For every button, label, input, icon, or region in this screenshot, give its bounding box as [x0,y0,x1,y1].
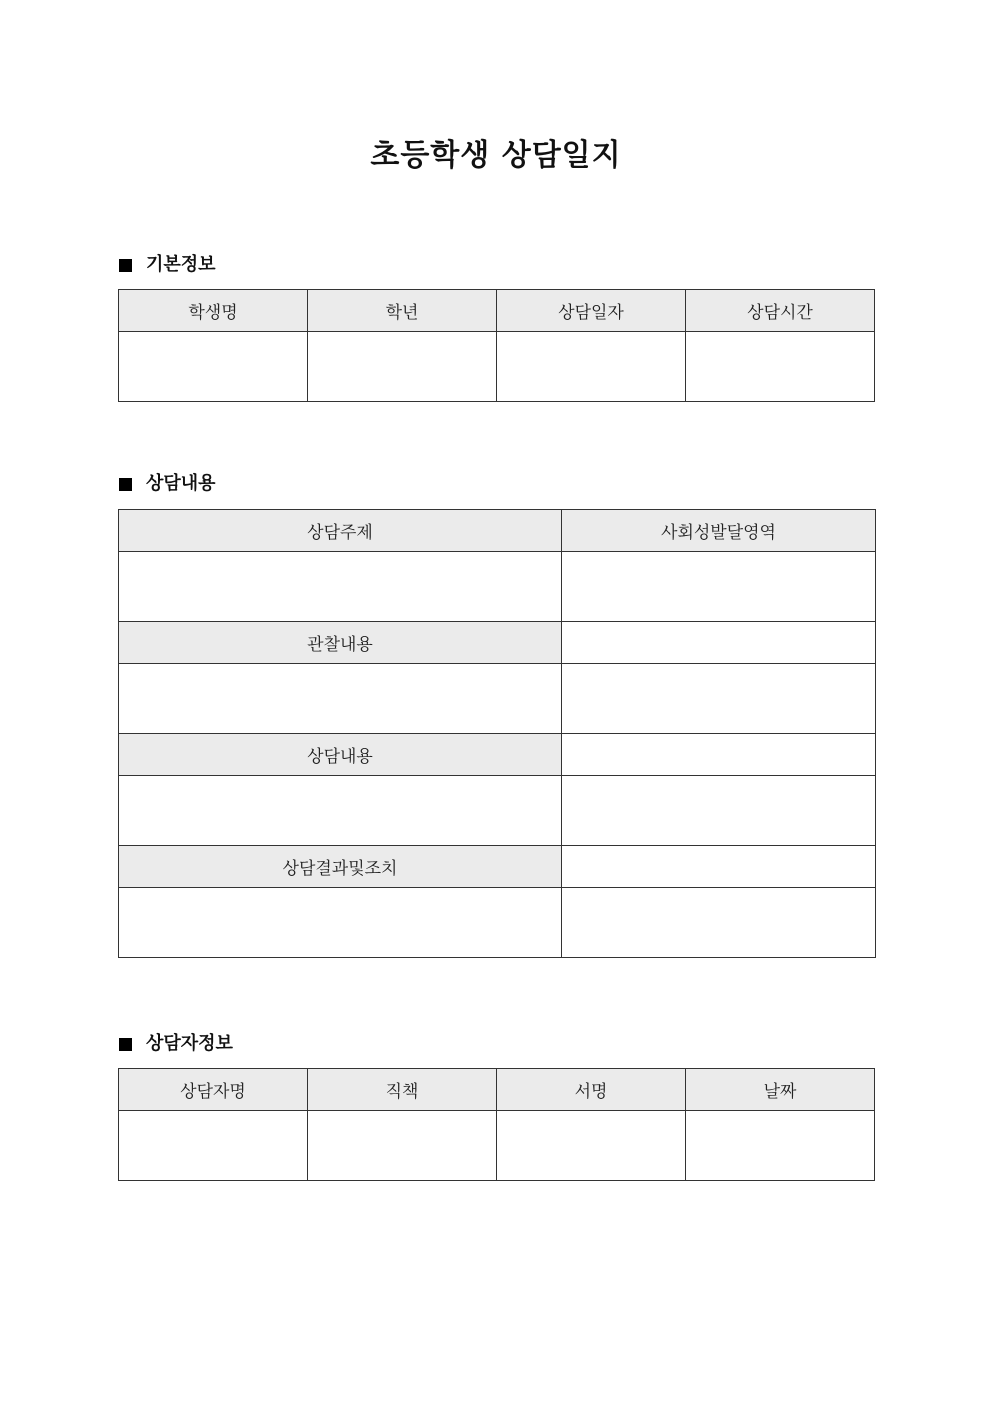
table-header-row [119,734,876,776]
counsel-time-field[interactable] [686,332,875,402]
table-header-row [119,846,876,888]
social-development-field-1[interactable] [562,552,876,622]
counselor-info-table [118,1068,875,1181]
column-header-date: 날짜 [686,1069,875,1111]
section-heading-label: 상담자정보 [146,1033,233,1054]
square-bullet-icon [119,1038,132,1051]
counsel-topic-field[interactable] [119,552,562,622]
result-action-field[interactable] [119,888,562,958]
table-header-row [119,622,876,664]
row-label-result-action: 상담결과및조치 [119,846,562,888]
page-title: 초등학생 상담일지 [370,138,622,173]
row-label-counsel-details: 상담내용 [119,734,562,776]
section-heading-basic-info [119,253,216,277]
column-header-grade: 학년 [308,290,497,332]
row-label-counsel-topic: 상담주제 [119,510,562,552]
column-header-counsel-date: 상담일자 [497,290,686,332]
social-development-field-2[interactable] [562,622,876,664]
student-name-field[interactable] [119,332,308,402]
column-header-counselor-name: 상담자명 [119,1069,308,1111]
observation-field[interactable] [119,664,562,734]
social-development-field-3[interactable] [562,664,876,734]
counsel-details-field[interactable] [119,776,562,846]
signature-field[interactable] [497,1111,686,1181]
social-development-field-6[interactable] [562,846,876,888]
table-input-row [119,888,876,958]
social-development-field-7[interactable] [562,888,876,958]
column-header-social-development: 사회성발달영역 [562,510,876,552]
square-bullet-icon [119,478,132,491]
section-heading-label: 상담내용 [146,473,216,494]
table-header-row [119,290,875,332]
column-header-student-name: 학생명 [119,290,308,332]
table-header-row [119,510,876,552]
section-heading-counsel-content [119,472,216,496]
grade-field[interactable] [308,332,497,402]
counselor-name-field[interactable] [119,1111,308,1181]
counsel-date-field[interactable] [497,332,686,402]
table-input-row [119,664,876,734]
counsel-content-table [118,509,876,958]
date-field[interactable] [686,1111,875,1181]
section-heading-counselor-info [119,1032,233,1056]
column-header-position: 직책 [308,1069,497,1111]
social-development-field-5[interactable] [562,776,876,846]
table-header-row [119,1069,875,1111]
row-label-observation: 관찰내용 [119,622,562,664]
section-heading-label: 기본정보 [146,254,216,275]
table-input-row [119,332,875,402]
table-input-row [119,776,876,846]
basic-info-table [118,289,875,402]
table-input-row [119,552,876,622]
table-input-row [119,1111,875,1181]
column-header-counsel-time: 상담시간 [686,290,875,332]
position-field[interactable] [308,1111,497,1181]
column-header-signature: 서명 [497,1069,686,1111]
social-development-field-4[interactable] [562,734,876,776]
square-bullet-icon [119,259,132,272]
